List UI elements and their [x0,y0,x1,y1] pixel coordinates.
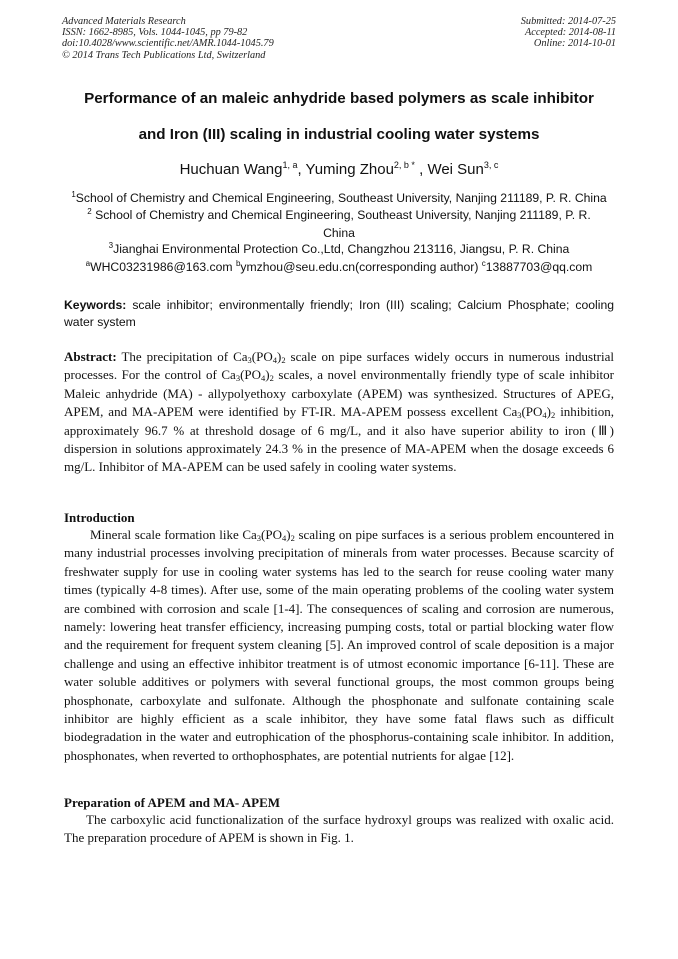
affiliation-3 [40,242,638,257]
paragraph-text: Mineral scale formation like Ca [90,527,257,542]
subscript: 2 [281,355,286,365]
abstract-text: ) [265,367,270,383]
submission-dates [521,16,616,50]
journal-issn: ISSN: 1662-8985, Vols. 1044-1045, pp 79-82 [62,27,248,39]
subscript: 2 [551,410,556,421]
online-date: Online: 2014-10-01 [533,38,616,50]
affiliation-2 [40,208,638,223]
subscript: 3 [517,410,522,421]
author-name: Huchuan Wang [179,161,283,178]
email-mark: a [85,259,91,268]
accepted-date: Accepted: 2014-08-11 [524,27,616,39]
subscript: 2 [269,373,274,384]
email-c: 13887703@qq.com [485,260,593,274]
preparation-paragraph: The carboxylic acid functionalization of the surface hydroxyl groups was realized with oxalic acid. The preparation procedure of APEM is shown in Fig. 1. [64,812,614,846]
affiliation-mark: 2 [87,207,92,216]
email-mark: b [235,259,241,268]
section-heading-introduction: Introduction [64,510,135,525]
journal-name: Advanced Materials Research [62,16,186,27]
submitted-date: Submitted: 2014-07-25 [520,16,616,27]
email-b: ymzhou@seu.edu.cn(corresponding author) [240,260,482,274]
subscript: 3 [235,373,241,384]
author-separator: , [414,161,428,178]
affiliation-text: Jianghai Environmental Protection Co.,Ltd, Changzhou 213116, Jiangsu, P. R. China [113,242,570,256]
abstract [64,348,614,477]
abstract-text: ) [276,349,282,364]
subscript: 2 [290,533,295,543]
section-heading-preparation: Preparation of APEM and MA- APEM [64,795,281,810]
affiliation-2-continued: China [323,226,355,240]
subscript: 4 [261,373,266,384]
paragraph-text: ) [286,527,291,542]
affiliation-text: School of Chemistry and Chemical Engineering, Southeast University, Nanjing 211189, P. R. China [75,191,607,205]
author-emails [40,260,638,275]
keywords [64,297,614,331]
affiliation-1 [40,191,638,206]
subscript: 4 [272,355,277,365]
abstract-label: Abstract: [64,349,117,364]
author-separator: , [297,161,306,178]
author-name: Yuming Zhou [305,161,394,178]
paragraph-text: scaling on pipe surfaces is a serious problem encountered in many industrial processes involving precipitation of minerals from water processes. Because scarcity of freshwater supply for use in cooling water systems has led to the search for reuse cooling water many times (typically 4-8 times). After use, some of the main operating problems of the cooling water system are combined with corrosion and scale [1-4]. The consequences of scaling and corrosion are numerous, namely: lowering heat transfer efficiency, increasing pumping costs, total or partial blocking water flow and the requirement for frequent system cleaning [5]. An improved control of scale deposition is a major challenge and using an effective inhibitor treatment is of utmost economic importance [6-11]. These are water soluble additives or polymers with several functional groups, the most common groups being phosphonate, carboxylate and sulfonate. Although the phosphonate and sulfonate containing scale inhibitor are highly efficient as a scale inhibitor, they have some fatal flaws such as difficult biodegradation in the water and eutrophication of the phosphorus-containing scale inhibitor. In addition, phosphonates, when reverted to orthophosphates, are potential nutrients for algae [12]. [64,527,614,763]
author-name: Wei Sun [427,161,484,178]
author-list [40,161,638,179]
abstract-text: (PO [521,404,543,420]
introduction-paragraph [64,526,614,765]
email-a: WHC03231986@163.com [90,260,236,274]
author-affiliation-mark: 1, a [282,160,298,170]
abstract-text: inhibition, approximately 96.7 % at threshold dosage of 6 mg/L, and it also have superior ability to iron (Ⅲ) dispersion in solutions approximately 24.3 % in the presence of MA-APEM when the dosage exceeds 6 mg/L. Inhibitor of MA-APEM can be used safely in cooling water systems. [64,404,615,475]
paragraph-text: (PO [261,527,282,542]
affiliation-mark: 1 [71,190,76,199]
author-affiliation-mark: 3, c [483,160,499,170]
author-affiliation-mark: 2, b * [393,160,415,170]
keywords-text: scale inhibitor; environmentally friendly; Iron (III) scaling; Calcium Phosphate; cooling water system [64,298,614,329]
abstract-text: The precipitation of Ca [116,349,248,364]
email-mark: c [481,259,486,268]
subscript: 3 [247,355,252,365]
subscript: 4 [542,410,547,421]
abstract-text: ) [546,404,552,420]
journal-copyright: © 2014 Trans Tech Publications Ltd, Switzerland [62,49,266,61]
abstract-text: (PO [240,367,262,383]
paper-title-line-2: and Iron (III) scaling in industrial cooling water systems [138,126,540,143]
keywords-label: Keywords: [64,298,127,312]
abstract-text: (PO [251,349,273,364]
journal-info [62,16,274,61]
affiliation-mark: 3 [108,241,114,250]
paper-title-line-1: Performance of an maleic anhydride based polymers as scale inhibitor [84,90,594,107]
abstract-text: scale on pipe surfaces widely occurs in numerous industrial processes. For the control of Ca [64,349,615,383]
subscript: 3 [256,533,262,543]
journal-doi: doi:10.4028/www.scientific.net/AMR.1044-1045.79 [62,38,274,50]
abstract-text: scales, a novel environmentally friendly type of scale inhibitor Maleic anhydride (MA) - allypolyethoxy carboxylate (APEM) was synthesized. Structures of APEG, APEM, and MA-APEM were identified by FT-IR. MA-APEM possess excellent Ca [64,367,614,420]
subscript: 4 [282,533,287,543]
affiliation-text: School of Chemistry and Chemical Engineering, Southeast University, Nanjing 211189, P. R. [91,208,591,222]
